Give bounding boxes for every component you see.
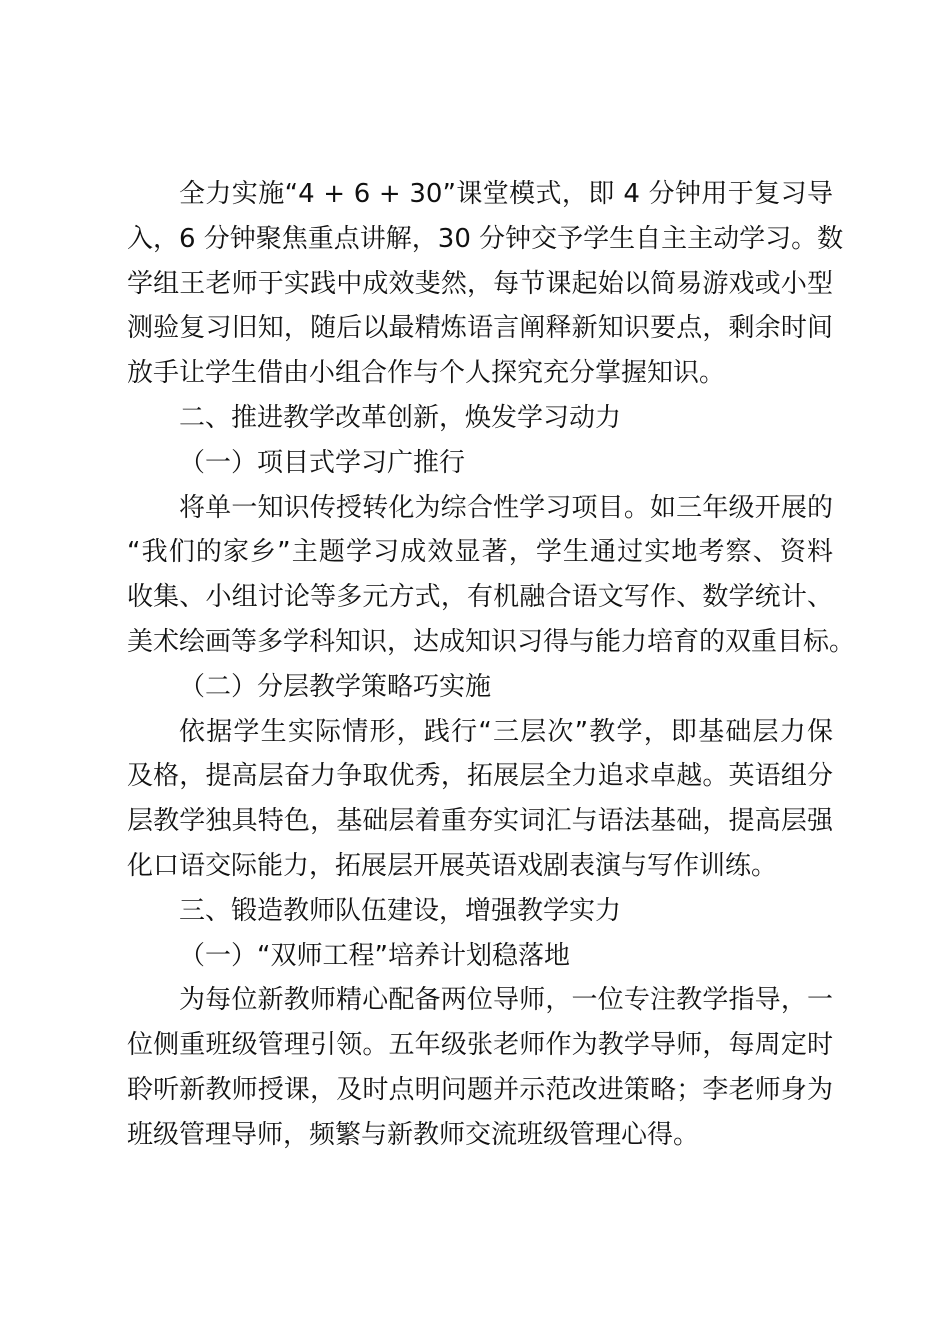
- document-body: [127, 172, 856, 1158]
- text-line: “我们的家乡”主题学习成效显著，学生通过实地考察、资料: [127, 537, 833, 568]
- text-line: 聆听新教师授课，及时点明问题并示范改进策略；李老师身为: [127, 1074, 833, 1105]
- section-heading: 二、推进教学改革创新，焕发学习动力: [179, 402, 622, 433]
- text-line: 层教学独具特色，基础层着重夯实词汇与语法基础，提高层强: [127, 806, 833, 837]
- subsection-heading: （二）分层教学策略巧实施: [179, 671, 492, 702]
- text-line: 班级管理导师，频繁与新教师交流班级管理心得。: [127, 1119, 700, 1150]
- text-line: 美术绘画等多学科知识，达成知识习得与能力培育的双重目标。: [127, 626, 856, 657]
- subsection-heading: （一）项目式学习广推行: [179, 447, 466, 478]
- text-line: 及格，提高层奋力争取优秀，拓展层全力追求卓越。英语组分: [127, 761, 833, 792]
- subsection-heading: （一）“双师工程”培养计划稳落地: [179, 940, 570, 971]
- text-line: 收集、小组讨论等多元方式，有机融合语文写作、数学统计、: [127, 582, 833, 613]
- text-line: 放手让学生借由小组合作与个人探究充分掌握知识。: [127, 358, 726, 389]
- text-line: 将单一知识传授转化为综合性学习项目。如三年级开展的: [179, 492, 833, 523]
- text-line: 位侧重班级管理引领。五年级张老师作为教学导师，每周定时: [127, 1030, 833, 1061]
- text-line: 全力实施“4 + 6 + 30”课堂模式，即 4 分钟用于复习导: [179, 179, 833, 209]
- text-line: 入，6 分钟聚焦重点讲解，30 分钟交予学生自主主动学习。数: [127, 223, 844, 254]
- text-line: 化口语交际能力，拓展层开展英语戏剧表演与写作训练。: [127, 850, 778, 881]
- section-heading: 三、锻造教师队伍建设，增强教学实力: [179, 895, 622, 926]
- text-line: 依据学生实际情形，践行“三层次”教学，即基础层力保: [179, 716, 833, 747]
- text-line: 测验复习旧知，随后以最精炼语言阐释新知识要点，剩余时间: [127, 313, 833, 344]
- text-line: 学组王老师于实践中成效斐然，每节课起始以简易游戏或小型: [127, 268, 833, 299]
- text-line: 为每位新教师精心配备两位导师，一位专注教学指导，一: [179, 985, 833, 1016]
